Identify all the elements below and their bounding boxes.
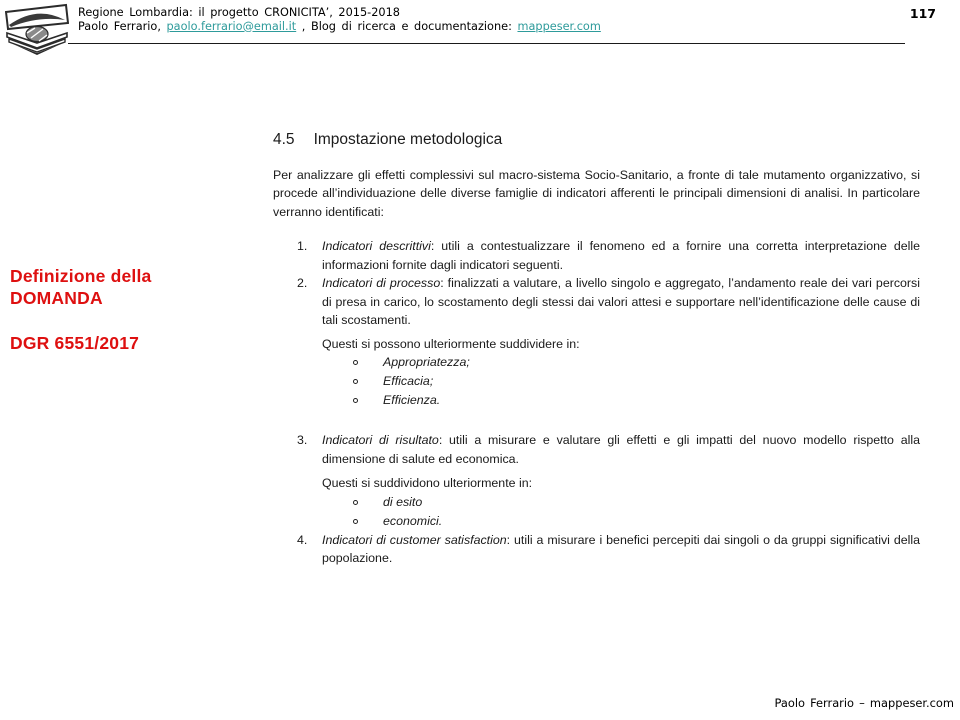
list-item-4-rest: : utili a misurare i benefici percepiti dai singoli o da gruppi significativi della popolazione.	[322, 532, 920, 566]
process-sub-item-2	[273, 372, 920, 391]
process-sub-item-3	[273, 391, 920, 410]
header-title: Regione Lombardia: il progetto CRONICITA’, 2015-2018	[78, 6, 400, 19]
process-sublist-intro: Questi si possono ulteriormente suddividere in:	[322, 336, 580, 351]
section-heading	[273, 131, 920, 149]
handshake-open-book-logo	[5, 3, 69, 55]
footer-text: Paolo Ferrario – mappeser.com	[774, 696, 954, 710]
list-marker-1: 1.	[297, 239, 308, 254]
main-content	[273, 131, 920, 568]
list-item-1	[273, 237, 920, 274]
list-marker-2: 2.	[297, 276, 308, 291]
header-subtitle	[78, 20, 601, 34]
sidebar-heading-line2: DOMANDA	[10, 288, 103, 308]
page-number: 117	[909, 6, 936, 21]
list-item-1-lead: Indicatori descrittivi	[322, 239, 431, 254]
list-item-3-text	[322, 431, 920, 468]
email-link[interactable]: paolo.ferrario@email.it	[166, 19, 297, 33]
sidebar-heading-block	[10, 265, 151, 354]
circle-bullet-icon	[353, 379, 358, 384]
list-item-4-text	[322, 531, 920, 568]
circle-bullet-icon	[353, 519, 358, 524]
list-marker-4: 4.	[297, 532, 308, 547]
process-sub-item-2-text: Efficacia;	[383, 374, 434, 389]
list-item-2-lead: Indicatori di processo	[322, 276, 441, 291]
result-sub-item-1-text: di esito	[383, 494, 423, 509]
list-item-2-text	[322, 274, 920, 330]
header-text-block	[78, 6, 601, 33]
list-item-4-lead: Indicatori di customer satisfaction	[322, 532, 507, 547]
result-sub-item-2	[273, 512, 920, 531]
header-blog-text: , Blog di ricerca e documentazione:	[296, 19, 518, 33]
list-item-3-rest: : utili a misurare e valutare gli effetti e gli impatti del nuovo modello rispetto alla dimensione di salute ed economica.	[322, 433, 920, 466]
intro-paragraph: Per analizzare gli effetti complessivi sul macro-sistema Socio-Sanitario, a fronte di tale mutamento organizzativo, si procede all’individuazione delle diverse famiglie di indicatori afferenti le principali dimensioni di analisi. In particolare verranno identificati:	[273, 168, 920, 219]
list-item-1-rest: : utili a contestualizzare il fenomeno ed a fornire una corretta interpretazione delle informazioni fornite dagli indicatori seguenti.	[322, 239, 920, 272]
sidebar-heading-line1: Definizione della	[10, 266, 152, 286]
section-number: 4.5	[273, 131, 295, 148]
list-item-3-lead: Indicatori di risultato	[322, 433, 439, 448]
section-title: Impostazione metodologica	[313, 131, 503, 148]
process-sub-item-1-text: Appropriatezza;	[383, 355, 470, 370]
result-sublist-intro: Questi si suddividono ulteriormente in:	[322, 476, 533, 491]
result-sub-item-2-text: economici.	[383, 513, 443, 528]
sidebar-reference: DGR 6551/2017	[10, 333, 140, 353]
header-divider	[68, 43, 905, 44]
list-marker-3: 3.	[297, 433, 308, 448]
list-item-2-rest: : finalizzati a valutare, a livello singolo e aggregato, l’andamento reale dei vari percorsi di presa in carico, lo scostamento degli stessi dai valori attesi e supportare nell’identificazione delle cause di tali scostamenti.	[322, 276, 921, 328]
result-sub-item-1	[273, 493, 920, 512]
process-sub-item-3-text: Efficienza.	[383, 393, 441, 408]
circle-bullet-icon	[353, 360, 358, 365]
list-item-3	[273, 431, 920, 468]
circle-bullet-icon	[353, 500, 358, 505]
circle-bullet-icon	[353, 398, 358, 403]
header-author: Paolo Ferrario,	[78, 19, 167, 33]
process-sub-item-1	[273, 353, 920, 372]
list-item-4	[273, 531, 920, 568]
site-link[interactable]: mappeser.com	[517, 19, 601, 33]
list-item-1-text	[322, 237, 920, 274]
list-item-2	[273, 274, 920, 330]
